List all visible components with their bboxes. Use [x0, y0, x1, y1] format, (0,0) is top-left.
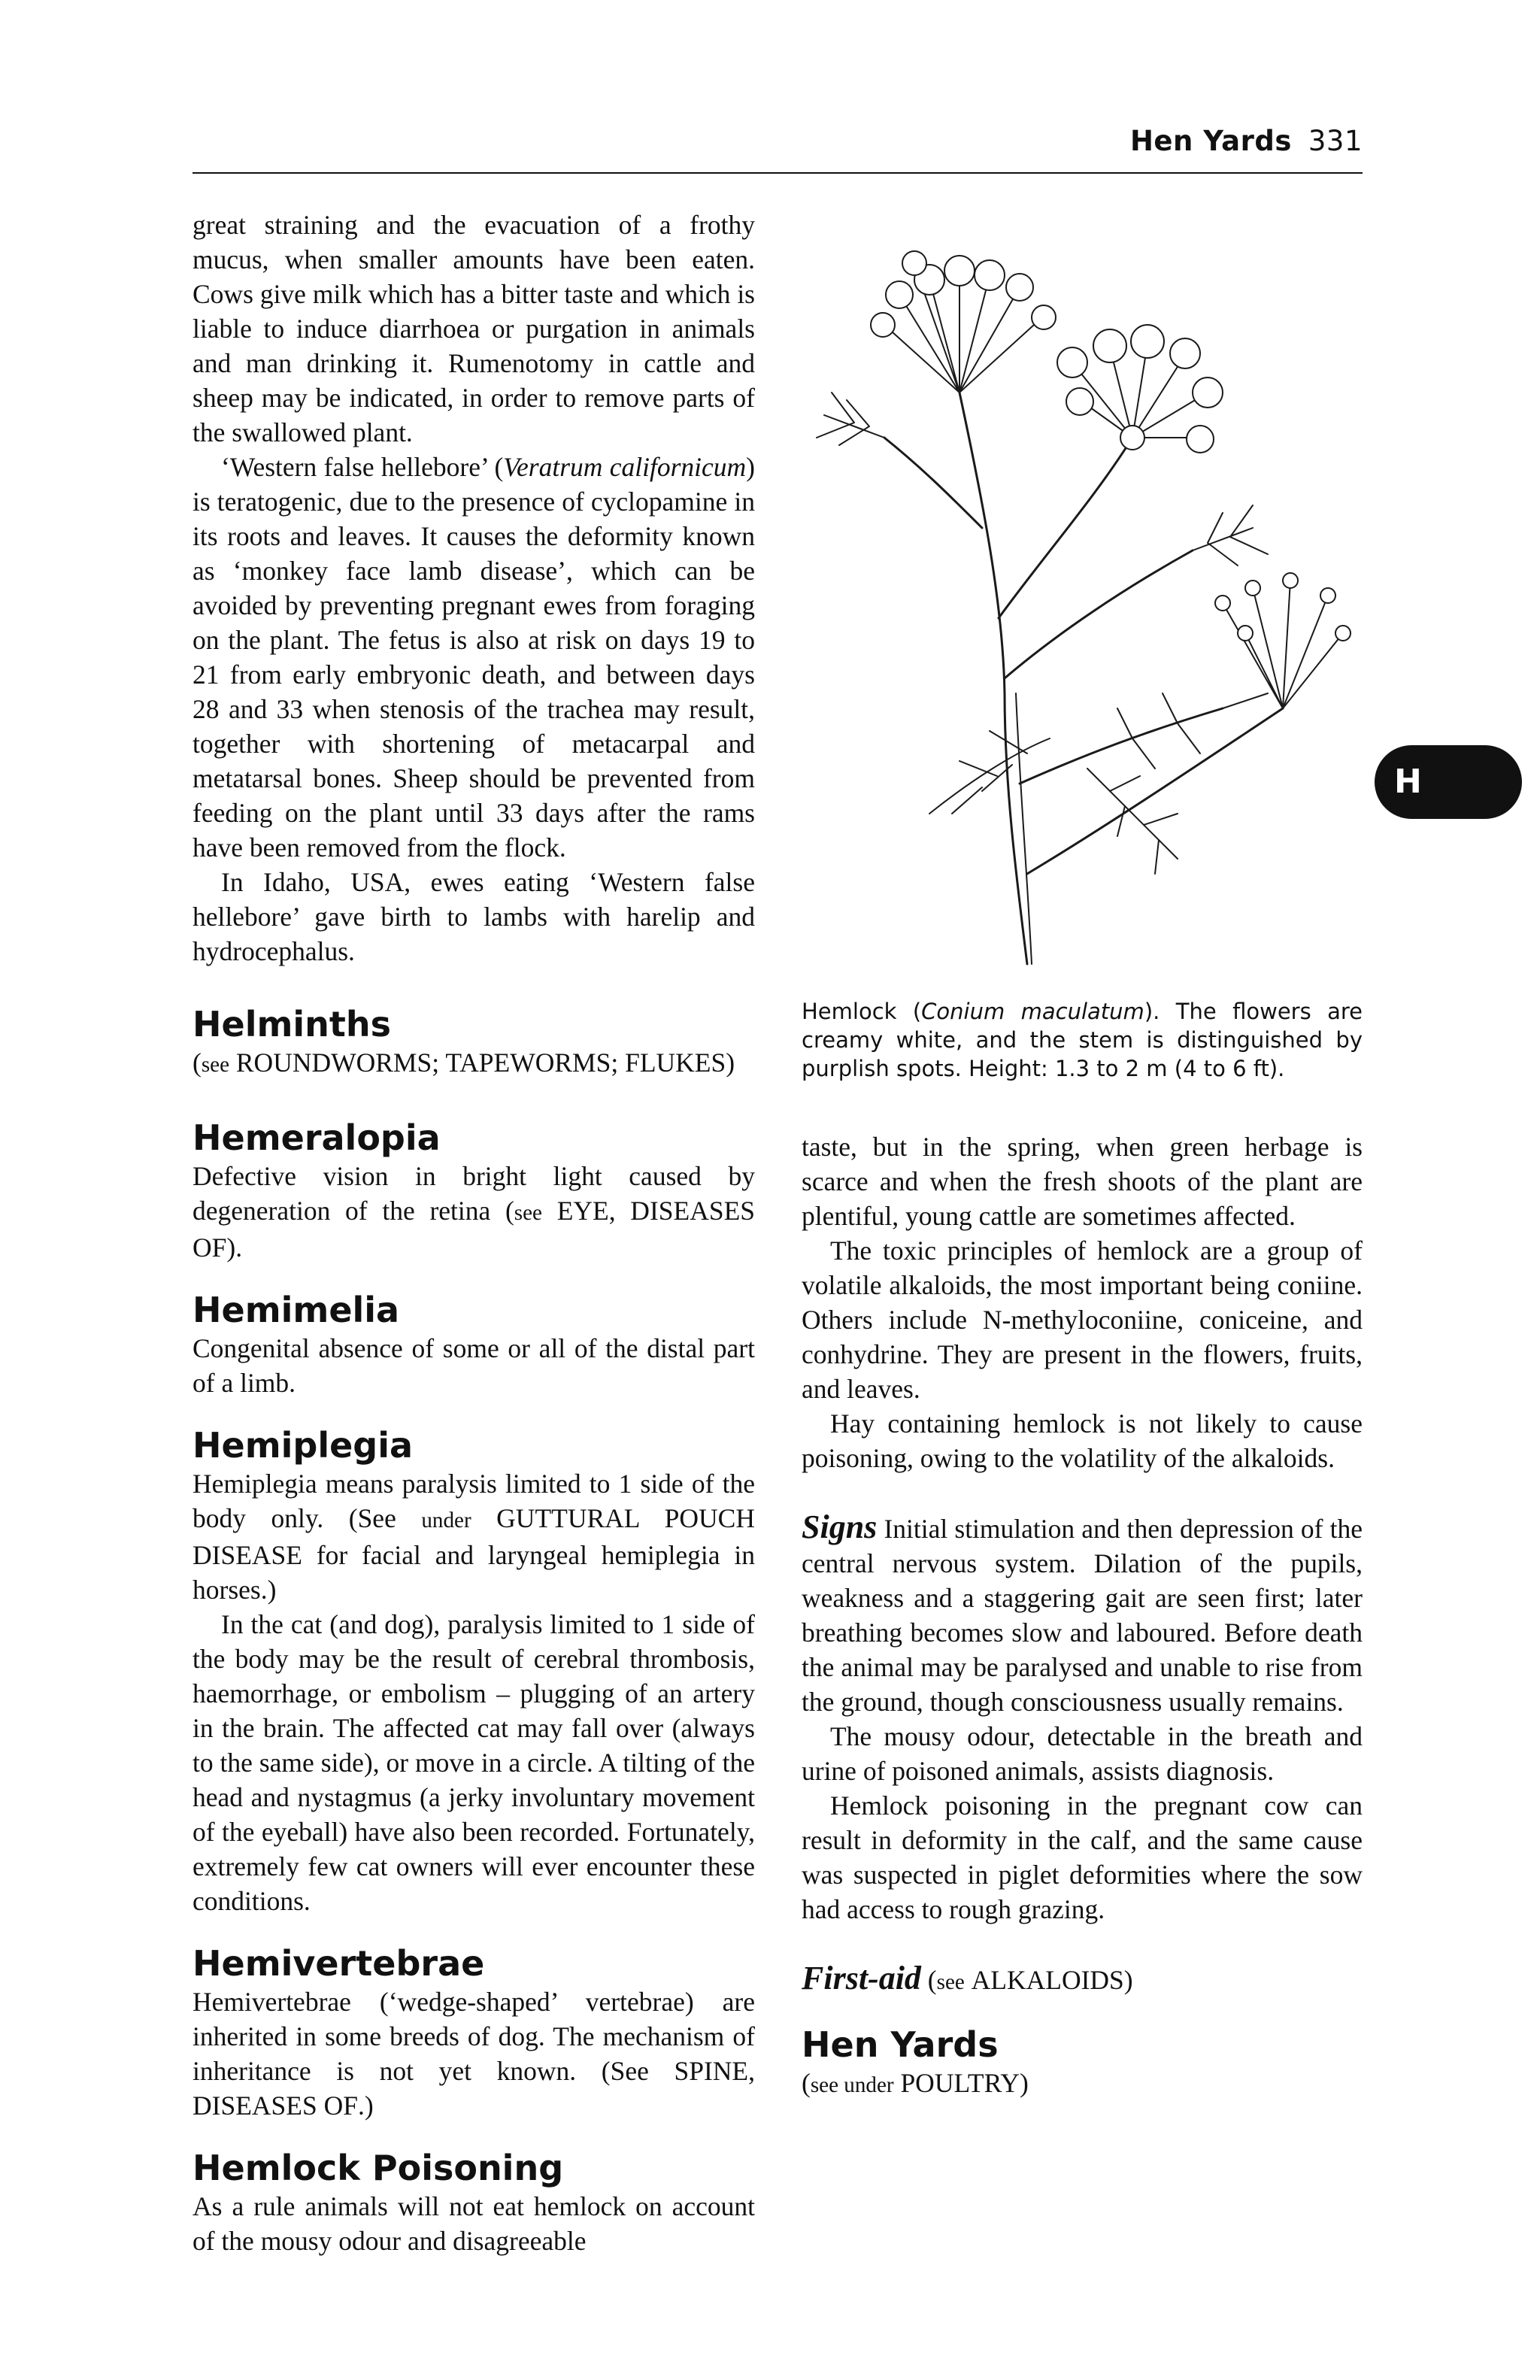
text-run: Hemlock ( — [802, 999, 922, 1024]
cross-reference: ROUNDWORMS; TAPEWORMS; FLUKES — [235, 1048, 726, 1078]
continued-paragraph: taste, but in the spring, when green herbage is scarce and when the fresh shoots of the plant are plentiful, young cattle are sometimes affected. — [802, 1132, 1363, 1231]
cross-reference: EYE, DISEASES OF — [192, 1196, 756, 1263]
hemiplegia-cat-paragraph: In the cat (and dog), paralysis limited to 1 side of the body may be the result of cerebral thrombosis, haemorrhage, or embolism – plugging of an artery in the brain. The affected cat may fall over (always to the same side), or move in a circle. A tilting of the head and nystagmus (a jerky involuntary movement of the eyeball) have also been recorded. Fortunately, extremely few cat owners will ever encounter these conditions. — [192, 1609, 755, 1916]
helminths-crossref — [192, 1045, 755, 1082]
species-name: Conium maculatum — [921, 999, 1144, 1024]
species-name: Veratrum californicum — [503, 452, 747, 482]
figure-caption — [802, 997, 1363, 1083]
first-aid-line: First-aid (see ALKALOIDS) — [802, 1960, 1133, 1996]
cross-reference: POULTRY — [900, 2068, 1020, 2098]
running-head-title: Hen Yards — [1129, 125, 1292, 157]
text-run: ) — [726, 1048, 735, 1078]
right-column — [802, 1129, 1363, 2103]
header-rule — [192, 172, 1363, 174]
entry-title-hemivertebrae: Hemivertebrae — [192, 1943, 485, 1984]
see-word: under — [421, 1508, 471, 1533]
hen-yards-crossref: (see under POULTRY) — [802, 2068, 1029, 2098]
hemlock-definition: As a rule animals will not eat hemlock on account of the mousy odour and disagreeable — [192, 2191, 755, 2256]
cross-reference: GUTTURAL POUCH DISEASE — [192, 1503, 755, 1570]
page-number: 331 — [1308, 125, 1363, 157]
hemimelia-definition: Congenital absence of some or all of the distal part of a limb. — [192, 1333, 755, 1398]
see-word: see under — [810, 2073, 894, 2097]
see-word: see — [201, 1053, 229, 1077]
see-word: see — [514, 1201, 542, 1225]
see-word: see — [936, 1970, 965, 1994]
text-run: ‘Western false hellebore’ ( — [221, 452, 504, 482]
text-run: ). The flowers are creamy white, and the stem is distinguished by purplish spots. Height: 1.3 to 2 m (4 to 6 ft). — [802, 999, 1363, 1081]
section-thumb-tab: H — [1375, 745, 1522, 819]
toxic-principles-paragraph: The toxic principles of hemlock are a group of volatile alkaloids, the most important being coniine. Others include N-methyloconiine, coniceine, and conhydrine. They are present in the flowers, fruits, and leaves. — [802, 1235, 1363, 1404]
hemivertebrae-definition — [192, 1984, 755, 2123]
cross-reference: SPINE, DISEASES OF — [192, 2056, 755, 2121]
text-run: for facial and laryngeal hemiplegia in horses.) — [192, 1540, 756, 1605]
idaho-paragraph: In Idaho, USA, ewes eating ‘Western false hellebore’ gave birth to lambs with harelip and hydrocephalus. — [192, 867, 755, 966]
subheading-first-aid: First-aid — [802, 1960, 921, 1996]
hellebore-paragraph — [192, 450, 755, 865]
entry-title-hemiplegia: Hemiplegia — [192, 1425, 414, 1466]
hemiplegia-definition — [192, 1466, 755, 1607]
text-run: Hemivertebrae (‘wedge-shaped’ vertebrae) are inherited in some breeds of dog. The mechanism of inheritance is not yet known. (See — [192, 1987, 755, 2086]
text-run: Hemiplegia means paralysis limited to 1 side of the body only. (See — [192, 1469, 755, 1533]
text-run: Initial stimulation and then depression of the central nervous system. Dilation of the pupils, weakness and a staggering gait are seen first; later breathing becomes slow and laboured. Before death the animal may be paralysed and unable to rise from the ground, though consciousness usually remains. — [802, 1514, 1363, 1717]
signs-paragraph — [802, 1510, 1363, 1719]
entry-title-helminths: Helminths — [192, 1004, 392, 1044]
odour-paragraph: The mousy odour, detectable in the breath and urine of poisoned animals, assists diagnosis. — [802, 1721, 1363, 1786]
entry-title-hen-yards: Hen Yards — [802, 2024, 999, 2065]
entry-title-hemeralopia: Hemeralopia — [192, 1117, 441, 1158]
hay-paragraph: Hay containing hemlock is not likely to cause poisoning, owing to the volatility of the alkaloids. — [802, 1408, 1363, 1473]
hemlock-illustration — [802, 212, 1363, 972]
text-run: ( — [192, 1048, 202, 1078]
entry-title-hemimelia: Hemimelia — [192, 1290, 400, 1330]
entry-title-hemlock-poisoning: Hemlock Poisoning — [192, 2148, 564, 2188]
hemeralopia-definition — [192, 1159, 755, 1265]
text-run: Defective vision in bright light caused by degeneration of the retina ( — [192, 1161, 755, 1226]
text-run: .) — [357, 2090, 374, 2121]
text-run: ). — [226, 1232, 243, 1263]
pregnancy-paragraph: Hemlock poisoning in the pregnant cow can result in deformity in the calf, and the same cause was suspected in piglet deformities where the sow had access to rough grazing. — [802, 1790, 1363, 1924]
text-run: ) is teratogenic, due to the presence of cyclopamine in its roots and leaves. It causes the deformity known as ‘monkey face lamb disease’, which can be avoided by preventing pregnant ewes from foraging on the plant. The fetus is also at risk on days 19 to 21 from early embryonic death, and between days 28 and 33 when stenosis of the trachea may result, together with shortening of metacarpal and metatarsal bones. Sheep should be prevented from feeding on the plant until 33 days after the rams have been removed from the flock. — [192, 452, 755, 863]
running-head — [1130, 125, 1363, 157]
cross-reference: ALKALOIDS — [971, 1965, 1124, 1995]
left-column — [192, 208, 755, 2258]
continued-paragraph: great straining and the evacuation of a frothy mucus, when smaller amounts have been eaten. Cows give milk which has a bitter taste and which is liable to induce diarrhoea or purgation in animals and man drinking it. Rumenotomy in cattle and sheep may be indicated, in order to remove parts of the swallowed plant. — [192, 210, 755, 447]
subheading-signs: Signs — [802, 1508, 878, 1545]
